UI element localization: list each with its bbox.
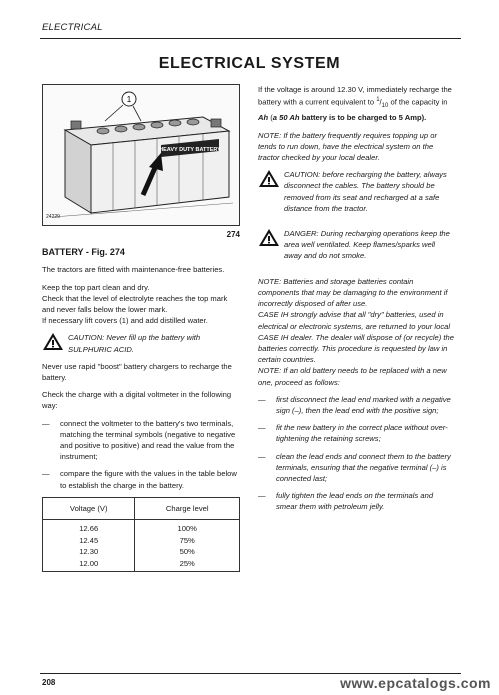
section-heading: BATTERY - Fig. 274	[42, 247, 125, 258]
list-dash: —	[258, 491, 266, 501]
warning-triangle-icon	[42, 332, 64, 351]
right-column	[258, 84, 454, 519]
page-title: ELECTRICAL SYSTEM	[158, 55, 341, 72]
fraction-numerator: 1	[376, 97, 380, 104]
caution-text: CAUTION: before recharging the battery, always disconnect the cables. The battery should be removed from its seat and recharged at a safe distance from the tractor.	[284, 170, 447, 213]
sentence: If necessary lift covers (1) and add distilled water.	[42, 316, 208, 326]
list-item	[258, 422, 454, 444]
sentence: Check that the level of electrolyte reaches the top mark and never falls below the lower mark.	[42, 293, 228, 315]
table-row	[43, 546, 240, 558]
text-run: ).	[421, 113, 427, 123]
battery-label: HEAVY DUTY BATTERY	[159, 147, 221, 153]
list-dash: —	[258, 423, 266, 433]
list-dash: —	[258, 394, 266, 404]
note: NOTE: Batteries and storage batteries contain components that may be damaging to the environment if incorrectly disposed of after use.	[258, 276, 448, 309]
recharge-paragraph: If the voltage is around 12.30 V, immediately recharge the battery with a current equivalent to $^1/_{10}$ of the capacity in Ah (a 50 Ah battery is to be charged to 5 Amp).	[258, 85, 452, 123]
list-dash: —	[42, 418, 50, 428]
table-cell: 12.45	[43, 535, 135, 547]
text-run: (	[268, 113, 273, 123]
caution-block	[258, 169, 454, 214]
voltage-table	[42, 497, 240, 572]
paragraph: Check the charge with a digital voltmeter in the following way:	[42, 390, 232, 411]
warning-triangle-icon	[258, 169, 280, 188]
sentence: Keep the top part clean and dry.	[42, 282, 150, 292]
text-run: 5 Amp	[398, 113, 422, 123]
figure-callout: 1	[126, 95, 132, 104]
caution-text: CAUTION: Never fill up the battery with SULPHURIC ACID.	[68, 333, 201, 354]
table-header: Charge level	[135, 497, 240, 519]
table-row	[43, 520, 240, 535]
danger-block	[258, 228, 454, 262]
battery-figure	[42, 84, 240, 226]
table-row	[43, 558, 240, 572]
footer-rule	[40, 673, 461, 674]
table-header: Voltage (V)	[43, 497, 135, 519]
list-text: fit the new battery in the correct place without over-tightening the retaining screws;	[276, 423, 448, 444]
battery-illustration	[43, 85, 240, 226]
list-text: compare the figure with the values in the table below to establish the charge in the battery.	[60, 469, 237, 490]
fraction-denominator: 10	[381, 103, 389, 110]
running-header: ELECTRICAL	[42, 22, 103, 33]
list-item	[42, 468, 240, 490]
watermark-link[interactable]: www.epcatalogs.com	[340, 675, 491, 691]
text-run: If the voltage is around 12.30 V, immediately recharge the battery with a current equivalent to	[258, 85, 452, 107]
paragraph: The tractors are fitted with maintenance-free batteries.	[42, 265, 225, 275]
note: NOTE: If an old battery needs to be replaced with a new one, proceed as follows:	[258, 366, 447, 387]
list-item	[258, 394, 454, 416]
figure-code: 24229	[46, 213, 60, 220]
note: NOTE: If the battery frequently requires topping up or tends to run down, have the electrical system on the tractor checked by your local dealer.	[258, 130, 437, 163]
warning-triangle-icon	[258, 228, 280, 247]
page-number: 208	[42, 678, 56, 687]
note: CASE IH strongly advise that all "dry" batteries, used in electrical or electronic systems, are returned to your local CASE IH dealer. The dealer will dispose of (or recycle) the batteries correctly. This procedure is requested by law in certain countries.	[258, 310, 454, 365]
left-column	[42, 84, 240, 572]
table-cell: 12.00	[43, 558, 135, 572]
list-dash: —	[42, 469, 50, 479]
list-dash: —	[258, 451, 266, 461]
text-run: a 50 Ah	[272, 113, 300, 123]
list-text: connect the voltmeter to the battery's two terminals, matching the terminal symbols (negative to negative and positive to positive) and read the value from the instrument;	[60, 418, 236, 462]
list-item	[258, 451, 454, 485]
list-item	[42, 418, 240, 463]
caution-block	[42, 332, 240, 354]
table-cell: 50%	[135, 546, 240, 558]
paragraph: Never use rapid "boost" battery chargers to recharge the battery.	[42, 361, 232, 383]
table-cell: 25%	[135, 558, 240, 572]
list-text: first disconnect the lead end marked with a negative sign (–), then the lead end with the positive sign;	[276, 394, 451, 415]
list-item	[258, 490, 454, 512]
table-cell: 75%	[135, 535, 240, 547]
figure-number: 274	[226, 230, 240, 239]
text-run: of the capacity in	[388, 97, 448, 107]
text-run: Ah	[258, 113, 269, 123]
table-row	[43, 535, 240, 547]
text-run: battery is to be charged to	[299, 113, 399, 123]
table-cell: 100%	[135, 520, 240, 535]
table-cell: 12.30	[43, 546, 135, 558]
table-cell: 12.66	[43, 520, 135, 535]
paragraph-group	[42, 282, 240, 327]
danger-text: DANGER: During recharging operations keep the area well ventilated. Keep flames/sparks well away and do not smoke.	[284, 229, 450, 261]
header-rule	[40, 38, 461, 39]
list-text: fully tighten the lead ends on the terminals and smear them with petroleum jelly.	[276, 491, 434, 512]
list-text: clean the lead ends and connect them to the battery terminals, ensuring that the negative terminal (–) is connected last;	[276, 451, 451, 483]
